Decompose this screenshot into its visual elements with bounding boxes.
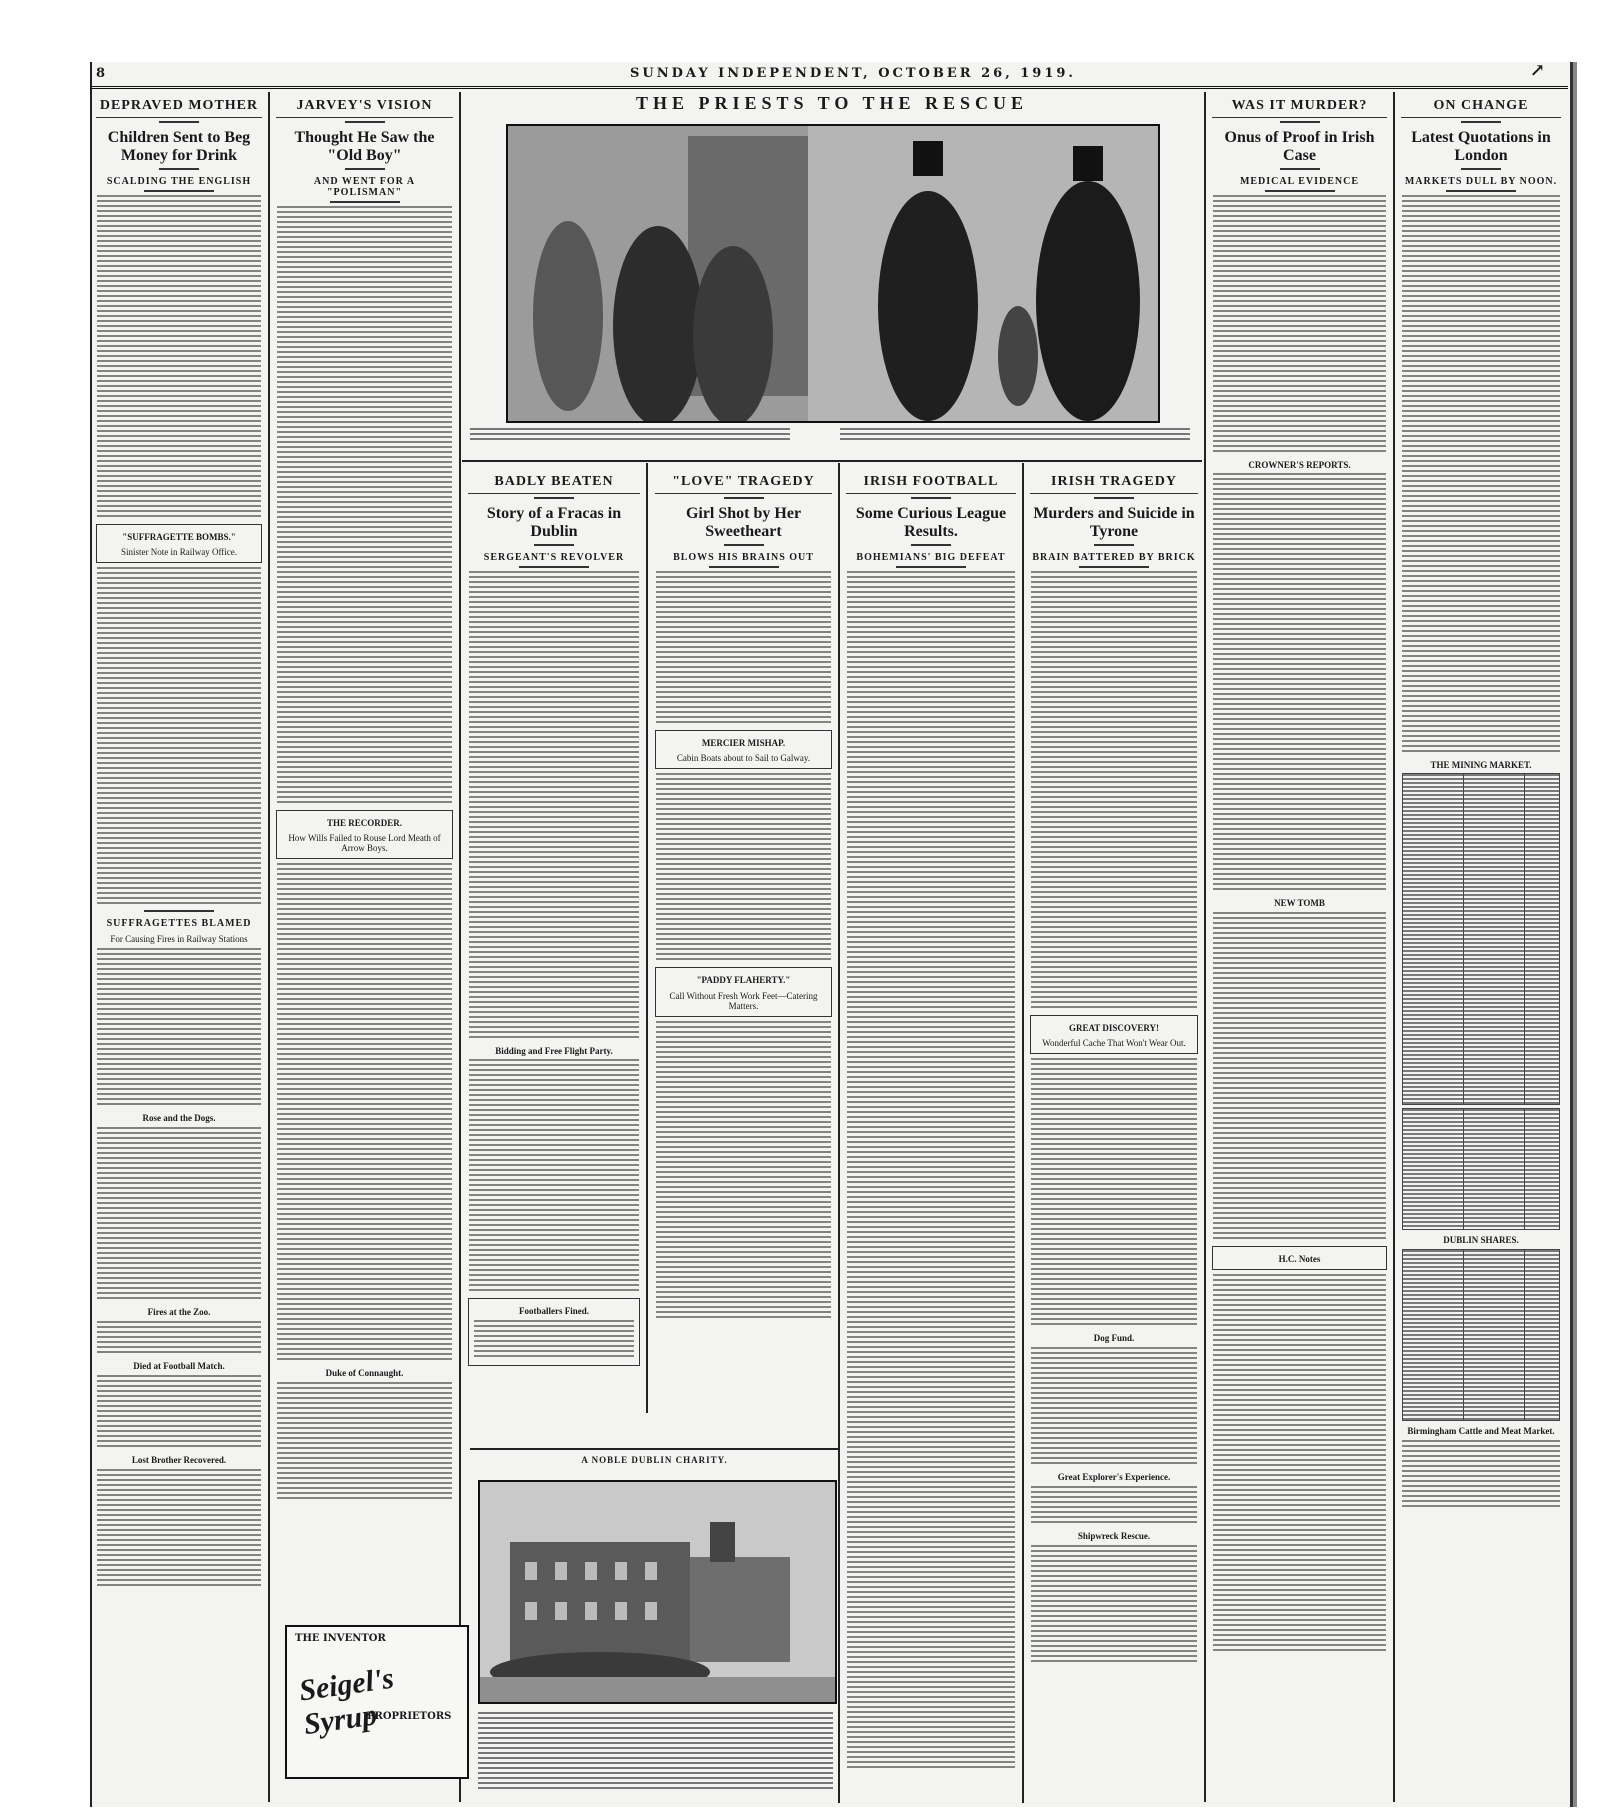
bottom-photo-title [472, 1452, 837, 1472]
article-text [97, 1127, 261, 1302]
section-head: Lost Brother Recovered. [131, 1454, 227, 1465]
section-head: Great Explorer's Experience. [1057, 1472, 1171, 1483]
center-banner [462, 92, 1202, 122]
section-head: DUBLIN SHARES. [1443, 1235, 1519, 1246]
article-text [469, 1059, 639, 1294]
article-text [97, 567, 261, 907]
section-head: Shipwreck Rescue. [1077, 1531, 1151, 1542]
column-depraved-mother [92, 92, 266, 1802]
article-text [97, 1321, 261, 1356]
inset-headline: "PADDY FLAHERTY." [696, 975, 791, 986]
ad-trade: PROPRIETORS [367, 1711, 452, 1722]
column-rule [646, 463, 648, 1413]
subheadline: For Causing Fires in Railway Stations [110, 934, 248, 945]
section-head: CROWNER'S REPORTS. [1248, 459, 1351, 470]
deck: BLOWS HIS BRAINS OUT [673, 551, 814, 563]
column-badly-beaten [464, 468, 644, 1468]
article-text [847, 571, 1015, 1771]
article-text [656, 1021, 831, 1321]
section-head: Rose and the Dogs. [142, 1113, 216, 1124]
headline: "LOVE" TRAGEDY [655, 474, 832, 494]
deck: BRAIN BATTERED BY BRICK [1032, 551, 1196, 563]
column-rule [1204, 92, 1206, 1802]
deck: MEDICAL EVIDENCE [1239, 175, 1360, 187]
photo-scene [508, 126, 1158, 421]
article-text [1213, 195, 1386, 455]
inset-headline: Footballers Fined. [519, 1306, 589, 1317]
headline: BADLY BEATEN [468, 474, 640, 494]
column-jarveys-vision [272, 92, 457, 1802]
column-irish-football [842, 468, 1020, 1803]
headline: IRISH FOOTBALL [846, 474, 1016, 494]
stock-table [1402, 1249, 1560, 1421]
headline: ON CHANGE [1401, 98, 1561, 118]
charity-building-photo [478, 1480, 837, 1704]
subheadline: Story of a Fracas in Dublin [486, 505, 622, 540]
section-head: Birmingham Cattle and Meat Market. [1407, 1426, 1555, 1437]
column-was-it-murder [1208, 92, 1391, 1802]
inset-box [1030, 1015, 1198, 1055]
column-on-change [1397, 92, 1565, 1802]
photo-caption-left [470, 428, 790, 442]
deck: BOHEMIANS' BIG DEFEAT [856, 551, 1006, 563]
deck: AND WENT FOR A "POLISMAN" [313, 175, 416, 198]
ad-maker: THE INVENTOR [295, 1633, 386, 1644]
article-text [97, 948, 261, 1108]
article-text [656, 571, 831, 726]
section-head: Dog Fund. [1093, 1333, 1135, 1344]
article-text [1402, 195, 1560, 755]
column-rule [838, 463, 840, 1803]
headline: WAS IT MURDER? [1212, 98, 1387, 118]
deck: MARKETS DULL BY NOON. [1404, 175, 1558, 187]
section-head: THE MINING MARKET. [1430, 759, 1532, 770]
article-text [1031, 1486, 1197, 1526]
section-head: NEW TOMB [1274, 898, 1325, 909]
article-text [1213, 912, 1386, 1242]
inset-headline: "SUFFRAGETTE BOMBS." [122, 531, 236, 542]
article-text [97, 1375, 261, 1450]
corner-arrow-icon: ↗ [1529, 60, 1548, 81]
inset-headline: MERCIER MISHAP. [701, 737, 786, 748]
inset-sub: Wonderful Cache That Won't Wear Out. [1042, 1038, 1186, 1049]
ad-brand-logo: Seigel's Syrup [297, 1661, 396, 1742]
inset-headline: GREAT DISCOVERY! [1068, 1022, 1160, 1033]
subheadline: Murders and Suicide in Tyrone [1033, 505, 1195, 540]
priests-photo [506, 124, 1160, 423]
article-text [277, 206, 452, 806]
article-text [1213, 1274, 1386, 1654]
article-text [277, 863, 452, 1363]
column-irish-tragedy [1026, 468, 1202, 1803]
inset-sub: Call Without Fresh Work Feet—Catering Matters. [669, 991, 818, 1012]
stock-table [1402, 1108, 1560, 1230]
column-rule [268, 92, 270, 1802]
article-text [1031, 1058, 1197, 1328]
column-rule [1022, 463, 1024, 1803]
charity-caption-text [478, 1712, 833, 1792]
page-number: 8 [96, 66, 109, 81]
stock-table [1402, 773, 1560, 1105]
column-love-tragedy [651, 468, 836, 1468]
inset-sub: Cabin Boats about to Sail to Galway. [676, 753, 811, 764]
dateline: SUNDAY INDEPENDENT, OCTOBER 26, 1919. [630, 66, 1076, 81]
inset-sub: How Wills Failed to Rouse Lord Meath of Arrow Boys. [288, 833, 441, 854]
article-text [97, 1469, 261, 1589]
inset-headline: H.C. Notes [1278, 1254, 1321, 1265]
building-scene [480, 1482, 835, 1702]
syrup-advertisement [285, 1625, 469, 1779]
headline: JARVEY'S VISION [276, 98, 453, 118]
article-text [469, 571, 639, 1041]
banner-headline: THE PRIESTS TO THE RESCUE [635, 93, 1029, 113]
inset-box [276, 810, 453, 860]
subheadline: Thought He Saw the "Old Boy" [294, 129, 435, 164]
article-text [1213, 473, 1386, 893]
column-rule [1393, 92, 1395, 1802]
masthead [90, 60, 1568, 89]
inset-box [468, 1298, 640, 1366]
section-head: Died at Football Match. [133, 1361, 225, 1372]
section-rule [462, 460, 1202, 462]
section-head: Duke of Connaught. [325, 1368, 404, 1379]
headline: IRISH TRAGEDY [1030, 474, 1198, 494]
subheadline: Children Sent to Beg Money for Drink [107, 129, 251, 164]
deck: SCALDING THE ENGLISH [106, 175, 252, 187]
photo-title: A NOBLE DUBLIN CHARITY. [581, 1455, 728, 1465]
subheadline: Latest Quotations in London [1411, 129, 1551, 164]
article-text [97, 195, 261, 520]
subheadline: Girl Shot by Her Sweetheart [685, 505, 802, 540]
subheadline: Onus of Proof in Irish Case [1224, 129, 1375, 164]
inset-sub: Sinister Note in Railway Office. [120, 547, 238, 558]
section-head: Bidding and Free Flight Party. [495, 1045, 613, 1056]
inset-box [655, 967, 832, 1017]
inset-box [96, 524, 262, 564]
headline: SUFFRAGETTES BLAMED [106, 918, 252, 930]
article-text [1402, 1440, 1560, 1510]
inset-headline: THE RECORDER. [326, 817, 402, 828]
article-text [656, 773, 831, 963]
photo-caption-right [840, 428, 1190, 442]
column-rule [459, 92, 461, 1802]
article-text [1031, 571, 1197, 1011]
deck: SERGEANT'S REVOLVER [483, 551, 625, 563]
headline: DEPRAVED MOTHER [96, 98, 262, 118]
section-head: Fires at the Zoo. [147, 1307, 211, 1318]
article-text [1031, 1545, 1197, 1665]
inset-box [1212, 1246, 1387, 1270]
section-rule [470, 1448, 840, 1450]
article-text [1031, 1347, 1197, 1467]
subheadline: Some Curious League Results. [855, 505, 1007, 540]
article-text [277, 1382, 452, 1502]
inset-box [655, 730, 832, 770]
